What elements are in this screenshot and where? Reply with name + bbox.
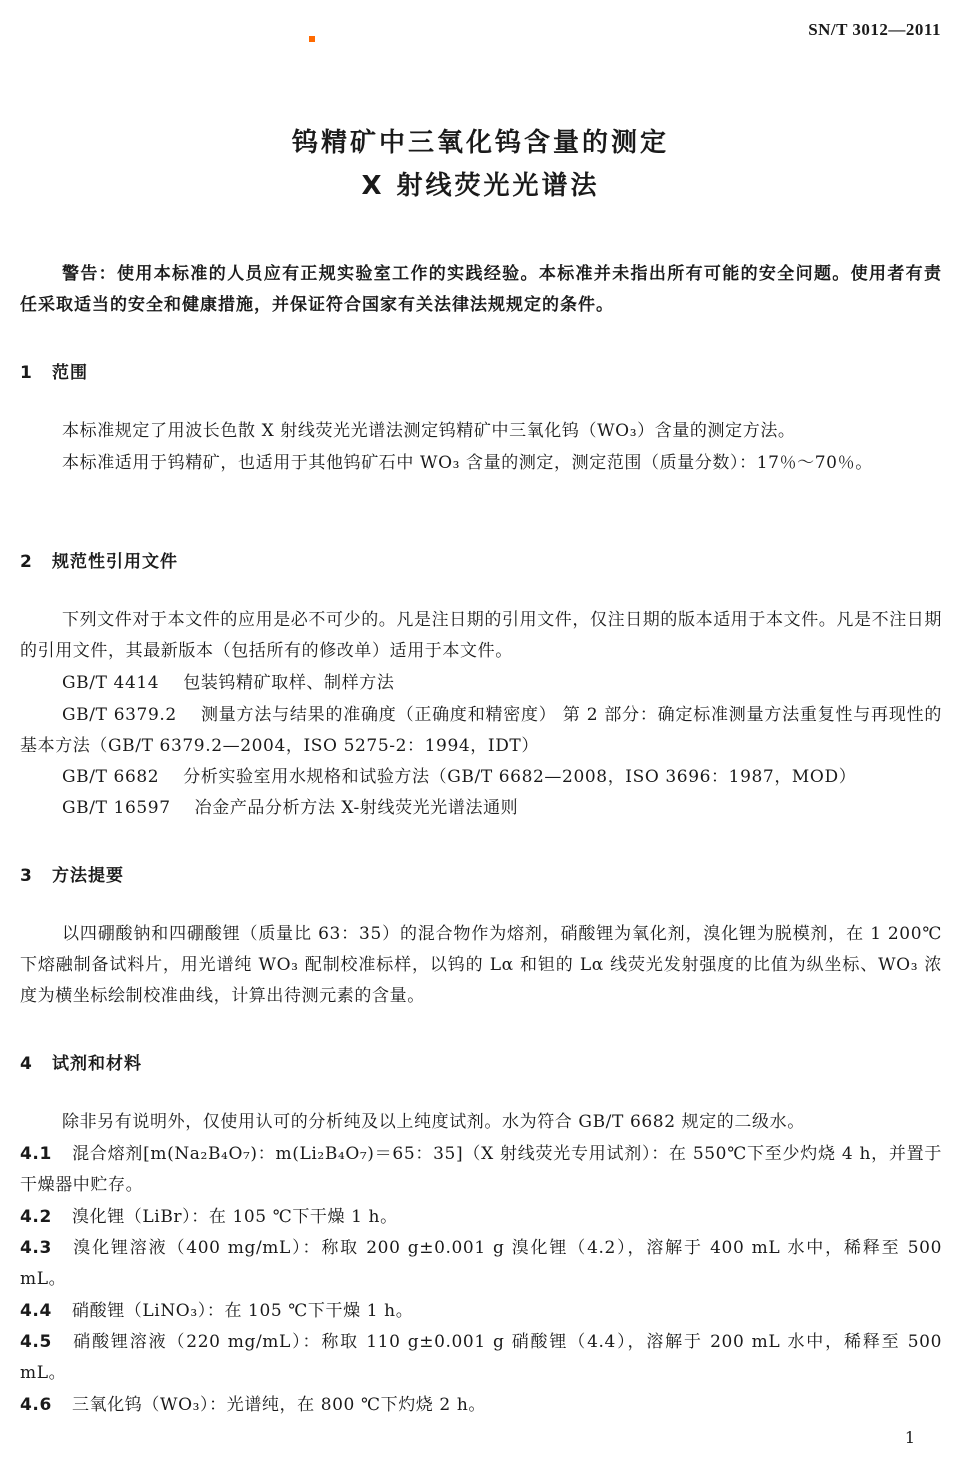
section-number: 2 [20, 552, 33, 572]
page-number: 1 [904, 1428, 915, 1447]
reference-item [62, 668, 394, 699]
reference-title: 测量方法与结果的准确度（正确度和精密度） 第 2 部分：确定标准测量方法重复性与再现性的基本方法（GB/T 6379.2—2004，ISO 5275-2：1994，IDT） [20, 705, 942, 756]
section-number: 4 [20, 1054, 33, 1074]
reference-code: GB/T 4414 [62, 673, 160, 693]
warning-paragraph: 警告：使用本标准的人员应有正规实验室工作的实践经验。本标准并未指出所有可能的安全问题。使用者有责任采取适当的安全和健康措施，并保证符合国家有关法律法规规定的条件。 [20, 264, 942, 315]
item-text: 硝酸锂溶液（220 mg/mL）：称取 110 g±0.001 g 硝酸锂（4.4），溶解于 200 mL 水中，稀释至 500 mL。 [20, 1332, 942, 1383]
item-number: 4.1 [20, 1144, 52, 1164]
paragraph: 下列文件对于本文件的应用是必不可少的。凡是注日期的引用文件，仅注日期的版本适用于本文件。凡是不注日期的引用文件，其最新版本（包括所有的修改单）适用于本文件。 [20, 610, 942, 661]
reagent-item [20, 1139, 942, 1201]
orange-mark [309, 36, 315, 42]
section-heading-scope [20, 358, 88, 383]
section-title: 规范性引用文件 [52, 552, 178, 572]
item-number: 4.2 [20, 1207, 52, 1227]
item-text: 硝酸锂（LiNO₃）：在 105 ℃下干燥 1 h。 [72, 1301, 414, 1321]
reagent-item [20, 1390, 942, 1421]
section-heading-principle [20, 861, 124, 886]
section-title: 范围 [52, 363, 88, 383]
reagent-item [20, 1327, 942, 1389]
item-number: 4.6 [20, 1395, 52, 1415]
section-heading-reagents [20, 1049, 142, 1074]
reference-item [62, 762, 856, 793]
reagent-item [20, 1202, 942, 1233]
section-title: 试剂和材料 [52, 1054, 142, 1074]
reference-item [62, 793, 518, 824]
section-number: 1 [20, 363, 33, 383]
reference-code: GB/T 16597 [62, 798, 171, 818]
reference-title: 冶金产品分析方法 X-射线荧光光谱法通则 [194, 798, 519, 818]
item-number: 4.3 [20, 1238, 52, 1258]
section-title: 方法提要 [52, 866, 124, 886]
item-number: 4.4 [20, 1301, 52, 1321]
item-text: 溴化锂（LiBr）：在 105 ℃下干燥 1 h。 [72, 1207, 398, 1227]
paragraph: 本标准规定了用波长色散 X 射线荧光光谱法测定钨精矿中三氧化钨（WO₃）含量的测定方法。 [62, 421, 796, 441]
reagent-item [20, 1296, 942, 1327]
item-number: 4.5 [20, 1332, 52, 1352]
reference-title: 分析实验室用水规格和试验方法（GB/T 6682—2008，ISO 3696：1987，MOD） [183, 767, 857, 787]
reference-code: GB/T 6682 [62, 767, 160, 787]
reference-code: GB/T 6379.2 [62, 705, 177, 725]
paragraph: 除非另有说明外，仅使用认可的分析纯及以上纯度试剂。水为符合 GB/T 6682 规定的二级水。 [62, 1112, 805, 1132]
reference-title: 包装钨精矿取样、制样方法 [183, 673, 395, 693]
reference-item [20, 700, 942, 762]
item-text: 混合熔剂[m(Na₂B₄O₇)：m(Li₂B₄O₇)＝65：35]（X 射线荧光专用试剂）：在 550℃下至少灼烧 4 h，并置于干燥器中贮存。 [20, 1144, 942, 1195]
standard-code: SN/T 3012—2011 [808, 20, 941, 39]
section-heading-references [20, 547, 178, 572]
section-number: 3 [20, 866, 33, 886]
paragraph: 本标准适用于钨精矿，也适用于其他钨矿石中 WO₃ 含量的测定，测定范围（质量分数）：17％～70％。 [62, 453, 873, 473]
document-title: 钨精矿中三氧化钨含量的测定 [291, 128, 669, 158]
reagent-item [20, 1233, 942, 1295]
item-text: 三氧化钨（WO₃）：光谱纯，在 800 ℃下灼烧 2 h。 [72, 1395, 486, 1415]
paragraph: 以四硼酸钠和四硼酸锂（质量比 63：35）的混合物作为熔剂，硝酸锂为氧化剂，溴化锂为脱模剂，在 1 200℃下熔融制备试料片，用光谱纯 WO₃ 配制校准标样，以钨的 Lα 和钽的 Lα 线荧光发射强度的比值为纵坐标、WO₃ 浓度为横坐标绘制校准曲线，计算出待测元素的含量。 [20, 924, 942, 1006]
item-text: 溴化锂溶液（400 mg/mL）：称取 200 g±0.001 g 溴化锂（4.2），溶解于 400 mL 水中，稀释至 500 mL。 [20, 1238, 942, 1289]
document-subtitle: X 射线荧光光谱法 [361, 171, 600, 201]
